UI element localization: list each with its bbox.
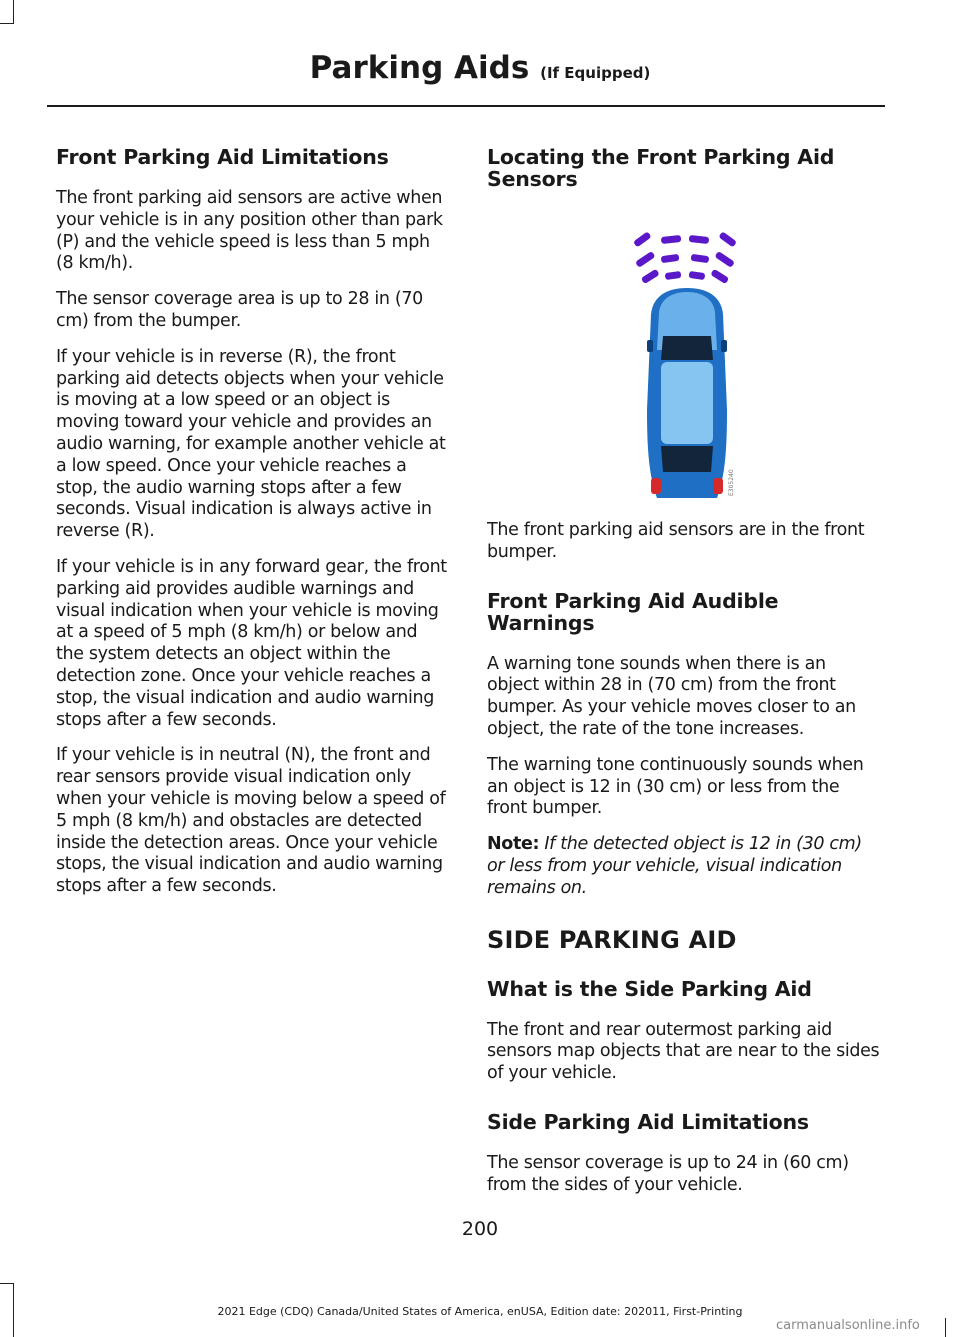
section-heading-locating-sensors: Locating the Front Parking Aid Sensors <box>487 145 835 191</box>
watermark: carmanualsonline.info <box>776 1318 920 1333</box>
note-label: Note: <box>487 834 540 855</box>
crop-mark <box>0 23 14 24</box>
paragraph: The front parking aid sensors are in the front bumper. <box>487 520 865 562</box>
sensor-location-figure <box>487 210 880 500</box>
left-column <box>56 146 448 912</box>
footer-edition-info: 2021 Edge (CDQ) Canada/United States of America, enUSA, Edition date: 202011, First-Printing <box>217 1305 743 1318</box>
crop-mark <box>13 0 14 24</box>
section-heading-what-is-side-aid: What is the Side Parking Aid <box>487 976 812 1001</box>
header-divider <box>47 105 885 107</box>
right-column <box>487 146 880 1211</box>
sensor-wave-icon <box>633 231 737 284</box>
header-title: Parking Aids <box>309 50 530 86</box>
page-header <box>0 50 960 86</box>
figure-id: E305240 <box>728 469 735 496</box>
crop-mark <box>945 1318 946 1337</box>
paragraph: The sensor coverage area is up to 28 in (70 cm) from the bumper. <box>56 289 423 331</box>
paragraph: The front parking aid sensors are active when your vehicle is in any position other than park (P) and the vehicle speed is less than 5 mph (8 km/h). <box>56 188 443 274</box>
note <box>487 834 880 899</box>
section-title-side-parking-aid: SIDE PARKING AID <box>487 925 737 954</box>
paragraph: The front and rear outermost parking aid sensors map objects that are near to the sides of your vehicle. <box>487 1019 880 1084</box>
section-heading-side-limitations: Side Parking Aid Limitations <box>487 1109 809 1134</box>
paragraph: The sensor coverage is up to 24 in (60 cm) from the sides of your vehicle. <box>487 1152 849 1195</box>
header-subtitle: (If Equipped) <box>540 64 651 82</box>
car-top-view-illustration <box>627 210 747 500</box>
paragraph: If your vehicle is in any forward gear, the front parking aid provides audible warnings and visual indication when your vehicle is moving at a speed of 5 mph (8 km/h) or below and the system detects an object within the detection zone. Once your vehicle reaches a stop, the visual indication and audio warning stops after a few seconds. <box>56 556 447 730</box>
paragraph: If your vehicle is in neutral (N), the front and rear sensors provide visual indication only when your vehicle is moving below a speed of 5 mph (8 km/h) and obstacles are detected inside the detection areas. Once your vehicle stops, the visual indication and audio warning stops after a few seconds. <box>56 745 446 897</box>
section-heading-audible-warnings: Front Parking Aid Audible Warnings <box>487 588 779 635</box>
note-text: If the detected object is 12 in (30 cm) or less from your vehicle, visual indication remains on. <box>487 834 862 898</box>
paragraph: A warning tone sounds when there is an object within 28 in (70 cm) from the front bumper. As your vehicle moves closer to an object, the rate of the tone increases. <box>487 653 856 739</box>
paragraph: The warning tone continuously sounds when an object is 12 in (30 cm) or less from the front bumper. <box>487 754 864 819</box>
page-number: 200 <box>461 1218 499 1240</box>
crop-mark <box>0 1283 14 1284</box>
paragraph: If your vehicle is in reverse (R), the front parking aid detects objects when your vehicle is moving at a low speed or an object is moving toward your vehicle and provides an audio warning, for example another vehicle at a low speed. Once your vehicle reaches a stop, the audio warning stops after a few seconds. Visual indication is always active in reverse (R). <box>56 346 446 542</box>
section-heading-front-limitations: Front Parking Aid Limitations <box>56 145 389 169</box>
